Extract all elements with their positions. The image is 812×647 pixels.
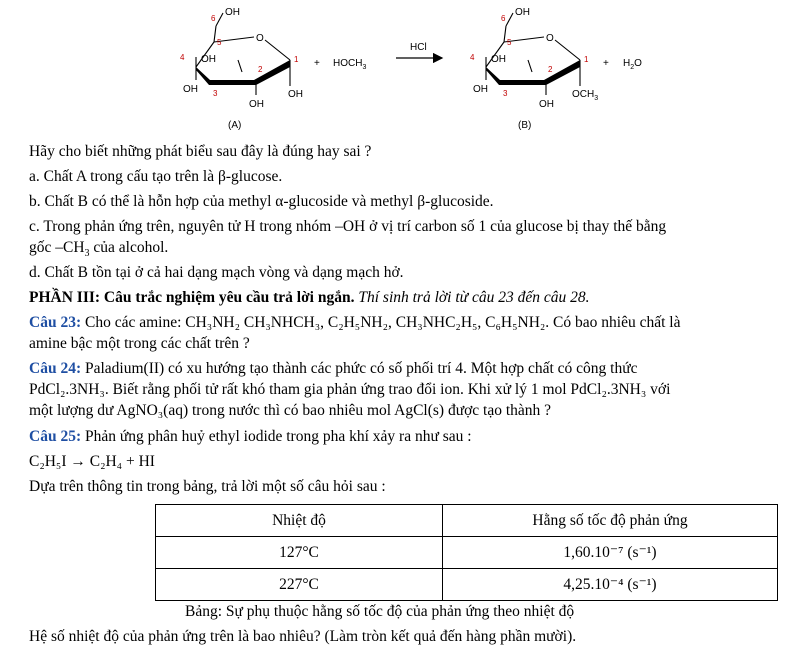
statement-a: a. Chất A trong cấu tạo trên là β-glucose. xyxy=(29,168,283,185)
svg-text:2: 2 xyxy=(258,65,263,74)
reagent-methanol: $HOCH_3$ xyxy=(333,58,367,71)
header-temperature: Nhiệt độ xyxy=(156,505,443,537)
svg-text:1: 1 xyxy=(584,55,589,64)
cell-temperature: 127°C xyxy=(156,537,443,569)
table-caption: Bảng: Sự phụ thuộc hằng số tốc độ của phản ứng theo nhiệt độ xyxy=(185,603,575,620)
question-23: Câu 23: Cho các amine: CH₃NH₂ CH₃NHCH₃, C₂H₅NH₂, CH₃NHC₂H₅, C₆H₅NH₂. Có bao nhiêu chất là xyxy=(29,314,681,331)
a-oh-c4: OH xyxy=(201,54,216,65)
statement-d: d. Chất B tồn tại ở cả hai dạng mạch vòng và dạng mạch hở. xyxy=(29,264,404,281)
table-header-row xyxy=(156,505,778,537)
svg-text:6: 6 xyxy=(501,14,506,23)
svg-text:4: 4 xyxy=(470,53,475,62)
svg-text:4: 4 xyxy=(180,53,185,62)
b-oh-c4: OH xyxy=(491,54,506,65)
question-23-cont: amine bậc một trong các chất trên ? xyxy=(29,335,250,352)
catalyst-hcl: HCl xyxy=(410,42,427,53)
cell-rate-constant: 1,60.10⁻⁷ (s⁻¹) xyxy=(443,537,778,569)
glucoside-molecule-b xyxy=(470,7,598,131)
reaction-scheme xyxy=(0,0,812,138)
part3-heading: PHẦN III: Câu trắc nghiệm yêu cầu trả lời ngắn. Thí sinh trả lời từ câu 23 đến câu 28. xyxy=(29,289,590,306)
question-24: Câu 24: Paladium(II) có xu hướng tạo thành các phức có số phối trí 4. Một hợp chất có công thức xyxy=(29,360,638,377)
a-ring-oxygen: O xyxy=(256,33,264,44)
cell-temperature: 227°C xyxy=(156,569,443,601)
header-rate-constant: Hằng số tốc độ phản ứng xyxy=(443,505,778,537)
b-och3-c1: $OCH_3$ xyxy=(572,89,599,102)
svg-text:6: 6 xyxy=(211,14,216,23)
final-question: Hệ số nhiệt độ của phản ứng trên là bao nhiêu? (Làm tròn kết quả đến hàng phần mười). xyxy=(29,628,577,645)
cell-rate-constant: 4,25.10⁻⁴ (s⁻¹) xyxy=(443,569,778,601)
label-a: (A) xyxy=(228,120,242,131)
svg-text:2: 2 xyxy=(548,65,553,74)
b-oh-c3: OH xyxy=(473,84,488,95)
a-oh-c3: OH xyxy=(183,84,198,95)
question-24-cont2: một lượng dư AgNO₃(aq) trong nước thì có bao nhiêu mol AgCl(s) được tạo thành ? xyxy=(29,402,552,419)
question-25: Câu 25: Phản ứng phân huỷ ethyl iodide trong pha khí xảy ra như sau : xyxy=(29,428,472,445)
plus-sign: + xyxy=(314,58,320,69)
table-instruction: Dựa trên thông tin trong bảng, trả lời một số câu hỏi sau : xyxy=(29,478,386,495)
statement-c-cont: gốc $-CH_3$ của alcohol. xyxy=(29,239,169,260)
statement-c: c. Trong phản ứng trên, nguyên tử H trong nhóm –OH ở vị trí carbon số 1 của glucose bị thay thế bằng xyxy=(29,218,667,235)
b-oh-c2: OH xyxy=(539,99,554,110)
table-row xyxy=(156,537,778,569)
rate-constant-table xyxy=(155,504,778,601)
svg-text:3: 3 xyxy=(503,89,508,98)
svg-text:5: 5 xyxy=(507,38,512,47)
b-oh-c6: OH xyxy=(515,7,530,18)
intro-question: Hãy cho biết những phát biểu sau đây là đúng hay sai ? xyxy=(29,143,372,160)
a-oh-c1: OH xyxy=(288,89,303,100)
a-oh-c6: OH xyxy=(225,7,240,18)
table-row xyxy=(156,569,778,601)
svg-text:3: 3 xyxy=(213,89,218,98)
reaction-equation: C₂H₅I → C₂H₄ + HI xyxy=(29,453,155,470)
plus-sign-2: + xyxy=(603,58,609,69)
product-water: $H_2O$ xyxy=(623,58,642,71)
glucose-molecule-a xyxy=(180,7,303,131)
svg-text:1: 1 xyxy=(294,55,299,64)
statement-b: b. Chất B có thể là hỗn hợp của methyl α-glucoside và methyl β-glucoside. xyxy=(29,193,494,210)
label-b: (B) xyxy=(518,120,532,131)
question-24-cont: PdCl₂.3NH₃. Biết rằng phối tử rất khó tham gia phản ứng trao đổi ion. Khi xử lý 1 mol PdCl₂.3NH₃ với xyxy=(29,381,671,398)
a-oh-c2: OH xyxy=(249,99,264,110)
svg-text:5: 5 xyxy=(217,38,222,47)
b-ring-oxygen: O xyxy=(546,33,554,44)
